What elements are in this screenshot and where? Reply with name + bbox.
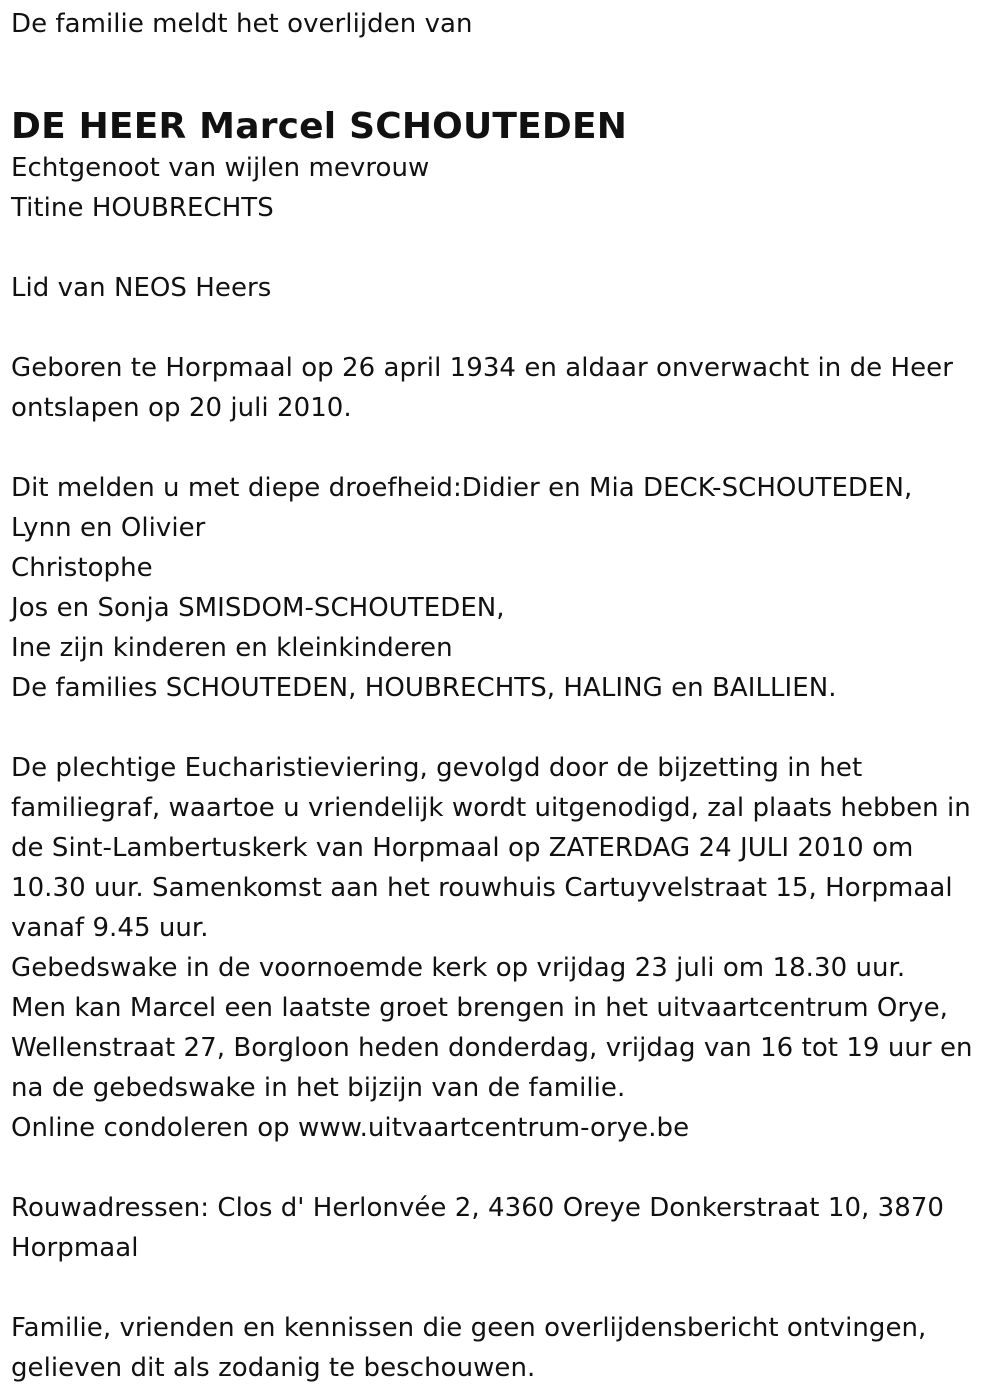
paragraph-line: Jos en Sonja SMISDOM-SCHOUTEDEN, [11,593,505,623]
mourners-paragraph [11,468,990,708]
birth-death-paragraph [11,348,990,428]
paragraph-line: na de gebedswake in het bijzijn van de familie. [11,1073,626,1103]
condolence-website-line: Online condoleren op www.uitvaartcentrum-orye.be [11,1113,690,1143]
paragraph-line: Christophe [11,553,153,583]
paragraph-line: Gebedswake in de voornoemde kerk op vrijdag 23 juli om 18.30 uur. [11,953,906,983]
paragraph-line: familiegraf, waartoe u vriendelijk wordt uitgenodigd, zal plaats hebben in [11,793,971,823]
intro-text: De familie meldt het overlijden van [11,9,473,39]
spouse-line-2: Titine HOUBRECHTS [11,193,274,223]
spacer [11,228,990,268]
paragraph-line: Lynn en Olivier [11,513,206,543]
paragraph-line: Familie, vrienden en kennissen die geen overlijdensbericht ontvingen, [11,1313,927,1343]
addresses-paragraph [11,1188,990,1268]
ceremony-paragraph [11,748,990,1148]
paragraph-line: Rouwadressen: Clos d' Herlonvée 2, 4360 Oreye Donkerstraat 10, 3870 [11,1193,945,1223]
paragraph-line: Dit melden u met diepe droefheid:Didier en Mia DECK-SCHOUTEDEN, [11,473,913,503]
paragraph-line: 10.30 uur. Samenkomst aan het rouwhuis Cartuyvelstraat 15, Horpmaal [11,873,953,903]
spacer [11,708,990,748]
paragraph-line: vanaf 9.45 uur. [11,913,209,943]
spacer [11,428,990,468]
spacer [11,1268,990,1308]
paragraph-line: De plechtige Eucharistieviering, gevolgd door de bijzetting in het [11,753,863,783]
paragraph-line: Geboren te Horpmaal op 26 april 1934 en aldaar onverwacht in de Heer [11,353,953,383]
paragraph-line: De families SCHOUTEDEN, HOUBRECHTS, HALING en BAILLIEN. [11,673,837,703]
paragraph-line: de Sint-Lambertuskerk van Horpmaal op ZATERDAG 24 JULI 2010 om [11,833,914,863]
paragraph-line: ontslapen op 20 juli 2010. [11,393,352,423]
spacer [11,308,990,348]
spacer [11,1148,990,1188]
membership-text: Lid van NEOS Heers [11,273,272,303]
paragraph-line: Men kan Marcel een laatste groet brengen in het uitvaartcentrum Orye, [11,993,948,1023]
closing-paragraph [11,1308,990,1388]
deceased-name: DE HEER Marcel SCHOUTEDEN [11,106,628,147]
paragraph-line: Wellenstraat 27, Borgloon heden donderdag, vrijdag van 16 tot 19 uur en [11,1033,973,1063]
paragraph-line: Ine zijn kinderen en kleinkinderen [11,633,453,663]
spouse-line-1: Echtgenoot van wijlen mevrouw [11,153,430,183]
paragraph-line: Horpmaal [11,1233,139,1263]
paragraph-line: gelieven dit als zodanig te beschouwen. [11,1353,536,1383]
